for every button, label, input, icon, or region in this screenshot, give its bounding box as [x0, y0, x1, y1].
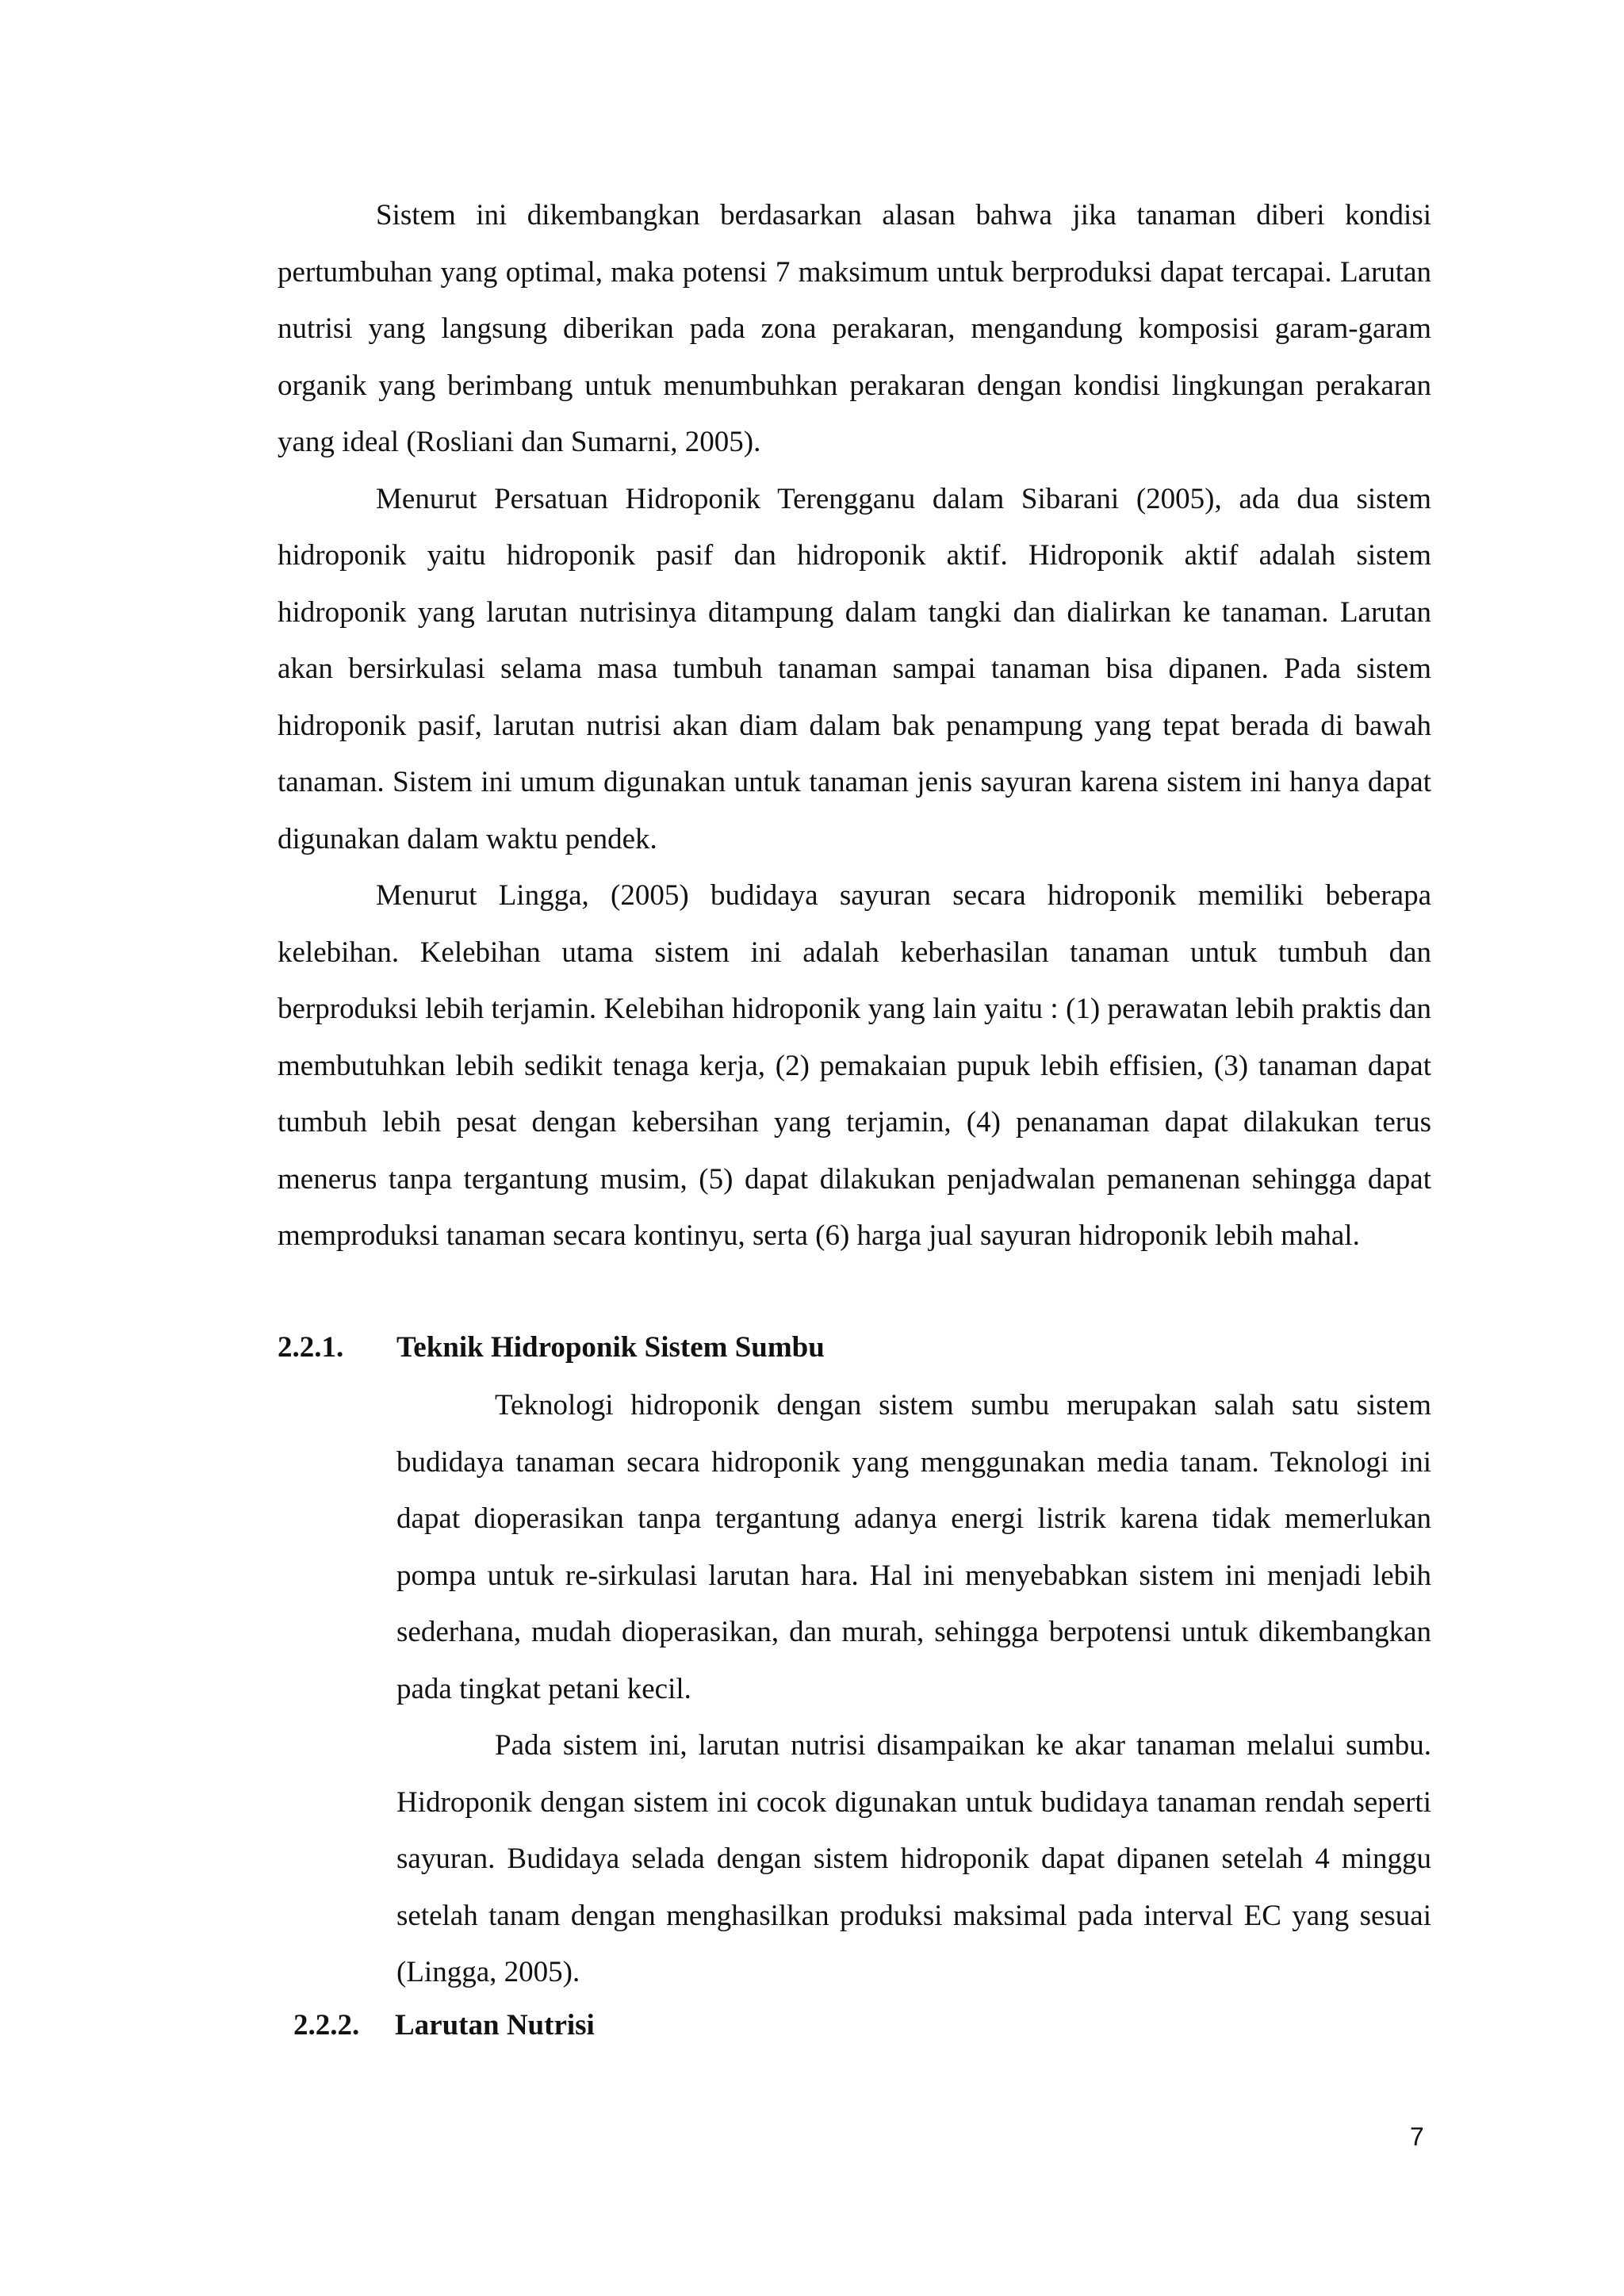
section-number: 2.2.2. — [293, 2009, 360, 2042]
page-number: 7 — [1410, 2122, 1424, 2151]
section-body-text — [396, 1377, 1431, 2001]
section-heading-2-2-1 — [278, 1328, 825, 1368]
section-title: Teknik Hidroponik Sistem Sumbu — [396, 1331, 825, 1364]
paragraph: Sistem ini dikembangkan berdasarkan alasan bahwa jika tanaman diberi kondisi pertumbuhan yang optimal, maka potensi 7 maksimum untuk berproduksi dapat tercapai. Larutan nutrisi yang langsung diberikan pada zona perakaran, mengandung komposisi garam-garam organik yang berimbang untuk menumbuhkan perakaran dengan kondisi lingkungan perakaran yang ideal (Rosliani dan Sumarni, 2005). — [278, 199, 1431, 458]
main-body-text — [278, 187, 1431, 1265]
section-title: Larutan Nutrisi — [395, 2009, 595, 2042]
section-number: 2.2.1. — [278, 1331, 344, 1364]
paragraph: Menurut Persatuan Hidroponik Terengganu dalam Sibarani (2005), ada dua sistem hidroponik yaitu hidroponik pasif dan hidroponik aktif. Hidroponik aktif adalah sistem hidroponik yang larutan nutrisinya ditampung dalam tangki dan dialirkan ke tanaman. Larutan akan bersirkulasi selama masa tumbuh tanaman sampai tanaman bisa dipanen. Pada sistem hidroponik pasif, larutan nutrisi akan diam dalam bak penampung yang tepat berada di bawah tanaman. Sistem ini umum digunakan untuk tanaman jenis sayuran karena sistem ini hanya dapat digunakan dalam waktu pendek. — [278, 482, 1431, 855]
section-heading-2-2-2 — [293, 2006, 595, 2045]
paragraph: Pada sistem ini, larutan nutrisi disampaikan ke akar tanaman melalui sumbu. Hidroponik dengan sistem ini cocok digunakan untuk budidaya tanaman rendah seperti sayuran. Budidaya selada dengan sistem hidroponik dapat dipanen setelah 4 minggu setelah tanam dengan menghasilkan produksi maksimal pada interval EC yang sesuai (Lingga, 2005). — [396, 1729, 1431, 1988]
paragraph: Menurut Lingga, (2005) budidaya sayuran secara hidroponik memiliki beberapa kelebihan. Kelebihan utama sistem ini adalah keberhasilan tanaman untuk tumbuh dan berproduksi lebih terjamin. Kelebihan hidroponik yang lain yaitu : (1) perawatan lebih praktis dan membutuhkan lebih sedikit tenaga kerja, (2) pemakaian pupuk lebih effisien, (3) tanaman dapat tumbuh lebih pesat dengan kebersihan yang terjamin, (4) penanaman dapat dilakukan terus menerus tanpa tergantung musim, (5) dapat dilakukan penjadwalan pemanenan sehingga dapat memproduksi tanaman secara kontinyu, serta (6) harga jual sayuran hidroponik lebih mahal. — [278, 879, 1431, 1252]
paragraph: Teknologi hidroponik dengan sistem sumbu merupakan salah satu sistem budidaya tanaman secara hidroponik yang menggunakan media tanam. Teknologi ini dapat dioperasikan tanpa tergantung adanya energi listrik karena tidak memerlukan pompa untuk re-sirkulasi larutan hara. Hal ini menyebabkan sistem ini menjadi lebih sederhana, mudah dioperasikan, dan murah, sehingga berpotensi untuk dikembangkan pada tingkat petani kecil. — [396, 1389, 1431, 1705]
